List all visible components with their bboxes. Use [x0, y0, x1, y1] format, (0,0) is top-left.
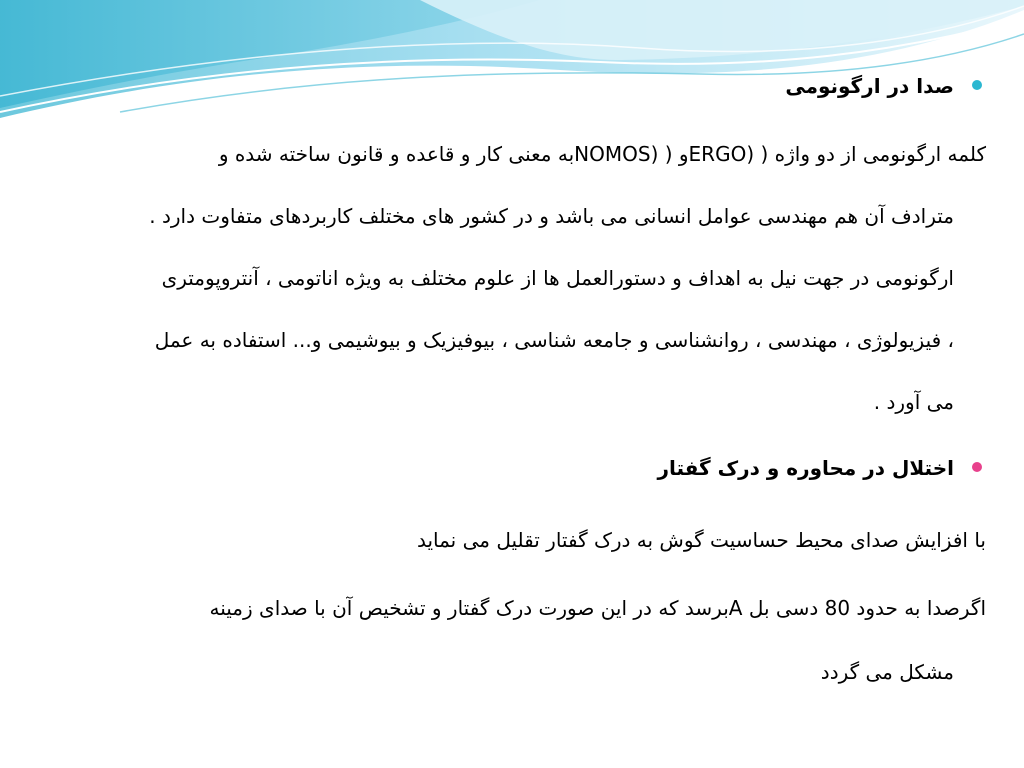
- section-1-line-5: می آورد .: [873, 390, 954, 414]
- section-2-heading: اختلال در محاوره و درک گفتار: [657, 456, 954, 480]
- section-1-line-3: ارگونومی در جهت نیل به اهداف و دستورالعمل ها از علوم مختلف به ویژه اناتومی ، آنتروپومتری: [161, 266, 954, 290]
- section-2-line-3: مشکل می گردد: [820, 660, 954, 684]
- section-1-line-1: کلمه ارگونومی از دو واژه ( (ERGOو ( (NOMOSبه معنی کار و قاعده و قانون ساخته شده و: [218, 142, 986, 166]
- section-1-heading: صدا در ارگونومی: [785, 74, 954, 98]
- section-1-line-4: ، فیزیولوژی ، مهندسی ، روانشناسی و جامعه شناسی ، بیوفیزیک و بیوشیمی و... استفاده به عمل: [154, 328, 954, 352]
- section-2-line-2: اگرصدا به حدود 80 دسی بل Aبرسد که در این صورت درک گفتار و تشخیص آن با صدای زمینه: [209, 596, 986, 620]
- section-2-line-1: با افزایش صدای محیط حساسیت گوش به درک گفتار تقلیل می نماید: [416, 528, 986, 552]
- bullet-1-icon: [972, 80, 982, 90]
- bullet-2-icon: [972, 462, 982, 472]
- section-1-line-2: مترادف آن هم مهندسی عوامل انسانی می باشد و در کشور های مختلف کاربردهای متفاوت دارد .: [149, 204, 954, 228]
